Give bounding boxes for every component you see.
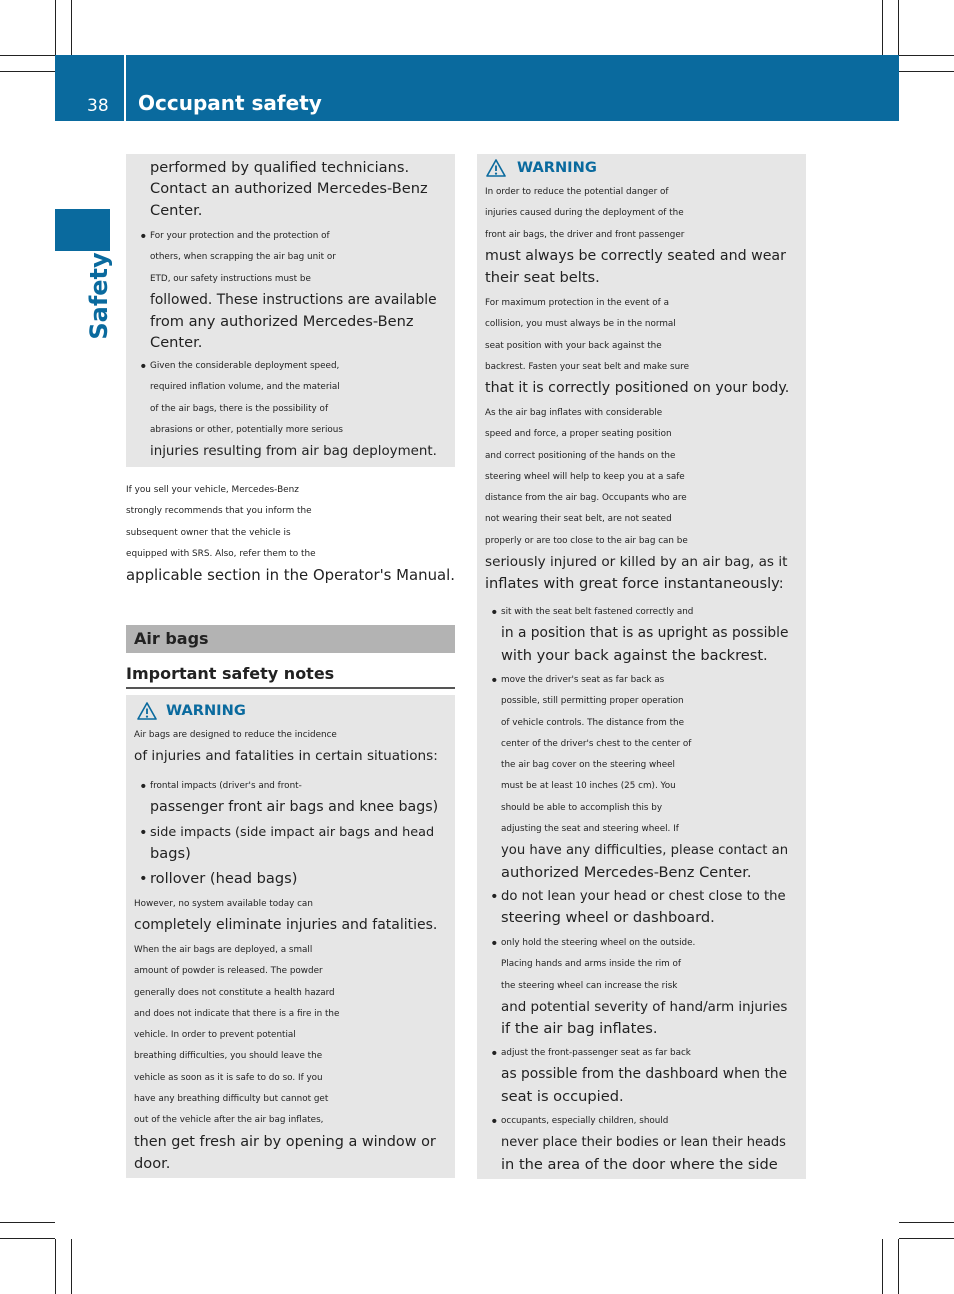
text-line: possible, still permitting proper operation (501, 696, 684, 707)
text-line: As the air bag inflates with considerable (485, 408, 663, 418)
text-line: inflates with great force instantaneously: (485, 575, 784, 593)
text-line: When the air bags are deployed, a small (134, 945, 313, 955)
text-line: performed by qualified technicians. (150, 159, 410, 176)
text-line: door. (134, 1154, 171, 1172)
warning-icon (486, 159, 506, 177)
text-line: as possible from the dashboard when the (501, 1066, 788, 1083)
text-line: In order to reduce the potential danger of (485, 187, 669, 197)
text-line: the air bag cover on the steering wheel (501, 760, 675, 771)
text-line: equipped with SRS. Also, refer them to the (126, 548, 316, 559)
text-line: with your back against the backrest. (501, 646, 768, 664)
text-line: in a position that is as upright as possible (501, 625, 789, 642)
bullet-icon: • (490, 1113, 499, 1130)
text-line: For your protection and the protection of (150, 231, 330, 241)
list-item (501, 1043, 787, 1107)
text-line: occupants, especially children, should (501, 1116, 669, 1126)
text-line: Center. (150, 201, 203, 219)
text-line: Air bags are designed to reduce the incidence (134, 730, 337, 740)
page-number: 38 (87, 96, 109, 116)
text-line: must be at least 10 inches (25 cm). You (501, 781, 676, 792)
list-item (150, 776, 438, 819)
text-line: and does not indicate that there is a fire in the (134, 1008, 340, 1019)
text-line: front air bags, the driver and front passenger (485, 229, 685, 240)
bullet-icon: • (139, 824, 148, 841)
text-line: rollover (head bags) (150, 870, 298, 887)
text-line: For maximum protection in the event of a (485, 298, 669, 308)
text-line: and correct positioning of the hands on the (485, 450, 676, 461)
text-line: have any breathing difficulty but cannot get (134, 1094, 329, 1105)
list-item (501, 670, 788, 883)
section-title: Air bags (134, 629, 209, 648)
text-line: properly or are too close to the air bag can be (485, 535, 688, 546)
text-line: ETD, our safety instructions must be (150, 273, 311, 284)
text-line: of injuries and fatalities in certain situations: (134, 748, 438, 765)
text-line: breathing difficulties, you should leave the (134, 1051, 323, 1062)
left-top-box (126, 154, 455, 467)
text-line: the steering wheel can increase the risk (501, 980, 678, 991)
bullet-icon: • (490, 672, 499, 689)
text-line: of the air bags, there is the possibility of (150, 403, 329, 414)
list-item (501, 886, 786, 929)
text-line: in the area of the door where the side (501, 1155, 778, 1173)
text-line: seat position with your back against the (485, 340, 662, 351)
warning-icon (137, 702, 157, 720)
text-line: steering wheel will help to keep you at a safe (485, 471, 685, 482)
text-line: only hold the steering wheel on the outside. (501, 938, 696, 948)
bullet-icon: • (139, 228, 148, 245)
text-line: Given the considerable deployment speed, (150, 361, 340, 371)
list-item (150, 822, 434, 865)
text-line: If you sell your vehicle, Mercedes-Benz (126, 485, 299, 495)
text-line: adjust the front-passenger seat as far back (501, 1048, 691, 1058)
side-tab (55, 209, 110, 251)
text-line: out of the vehicle after the air bag inflates, (134, 1115, 324, 1126)
bullet-icon: • (490, 888, 499, 905)
text-line: generally does not constitute a health hazard (134, 987, 335, 998)
text-line: move the driver's seat as far back as (501, 675, 665, 685)
text-line: Center. (150, 334, 203, 352)
warning-heading: WARNING (166, 702, 246, 719)
text-line: sit with the seat belt fastened correctly and (501, 607, 694, 617)
text-line: Placing hands and arms inside the rim of (501, 959, 682, 970)
text-line: steering wheel or dashboard. (501, 909, 715, 927)
text-line: seriously injured or killed by an air bag, as it (485, 554, 788, 571)
text-line: authorized Mercedes-Benz Center. (501, 863, 752, 881)
text-line: distance from the air bag. Occupants who are (485, 493, 687, 504)
text-line: do not lean your head or chest close to the (501, 889, 786, 904)
text-line: that it is correctly positioned on your body. (485, 380, 790, 397)
text-line: applicable section in the Operator's Manual. (126, 566, 456, 585)
text-line: and potential severity of hand/arm injuries (501, 999, 788, 1015)
bullet-icon: • (139, 778, 148, 795)
subsection-title: Important safety notes (126, 664, 335, 683)
subsection-rule (126, 687, 455, 689)
text-line: then get fresh air by opening a window or (134, 1133, 436, 1150)
text-line: strongly recommends that you inform the (126, 506, 312, 517)
list-item (501, 933, 787, 1039)
text-line: amount of powder is released. The powder (134, 966, 323, 977)
bullet-icon: • (490, 935, 499, 952)
text-line: from any authorized Mercedes-Benz (150, 313, 414, 331)
text-line: adjusting the seat and steering wheel. If (501, 824, 679, 835)
list-item (150, 356, 437, 462)
bullet-icon: • (139, 870, 148, 887)
text-line: vehicle. In order to prevent potential (134, 1030, 296, 1041)
text-line: not wearing their seat belt, are not seated (485, 514, 672, 525)
text-line: of vehicle controls. The distance from the (501, 717, 685, 728)
text-line: their seat belts. (485, 269, 600, 287)
text-line: seat is occupied. (501, 1087, 624, 1105)
text-line: completely eliminate injuries and fatalities. (134, 917, 438, 934)
bullet-icon: • (490, 1045, 499, 1062)
text-line: speed and force, a proper seating position (485, 429, 672, 440)
text-line: backrest. Fasten your seat belt and make sure (485, 361, 690, 372)
text-line: injuries caused during the deployment of the (485, 208, 684, 219)
bullet-icon: • (490, 604, 499, 621)
warning-heading: WARNING (517, 159, 597, 176)
left-warning-box (126, 695, 455, 1178)
text-line: vehicle as soon as it is safe to do so. If you (134, 1072, 323, 1083)
text-line: must always be correctly seated and wear (485, 247, 786, 264)
text-line: bags) (150, 845, 191, 863)
text-line: passenger front air bags and knee bags) (150, 799, 439, 816)
list-item (501, 602, 789, 666)
text-line: you have any difficulties, please contact an (501, 843, 789, 859)
text-line: center of the driver's chest to the center of (501, 738, 692, 749)
text-line: injuries resulting from air bag deployment. (150, 444, 437, 460)
list-item (501, 1111, 786, 1175)
list-item (150, 868, 297, 889)
page-title: Occupant safety (138, 91, 322, 115)
list-item (150, 226, 437, 354)
text-line: required inflation volume, and the material (150, 382, 340, 393)
text-line: never place their bodies or lean their heads (501, 1135, 786, 1151)
text-line: subsequent owner that the vehicle is (126, 527, 291, 538)
text-line: side impacts (side impact air bags and head (150, 825, 435, 840)
text-line: others, when scrapping the air bag unit or (150, 252, 336, 263)
bullet-icon: • (139, 358, 148, 375)
right-warning-box (477, 154, 806, 1179)
text-line: abrasions or other, potentially more serious (150, 424, 343, 435)
text-line: Contact an authorized Mercedes-Benz (150, 180, 428, 198)
text-line: collision, you must always be in the normal (485, 319, 676, 330)
text-line: followed. These instructions are available (150, 291, 437, 308)
text-line: if the air bag inflates. (501, 1020, 658, 1038)
text-line: However, no system available today can (134, 899, 313, 909)
text-line: frontal impacts (driver's and front- (150, 781, 302, 791)
body-paragraph (126, 480, 455, 586)
header-divider (124, 55, 126, 121)
text-line: should be able to accomplish this by (501, 802, 663, 813)
side-tab-label: Safety (85, 252, 113, 340)
